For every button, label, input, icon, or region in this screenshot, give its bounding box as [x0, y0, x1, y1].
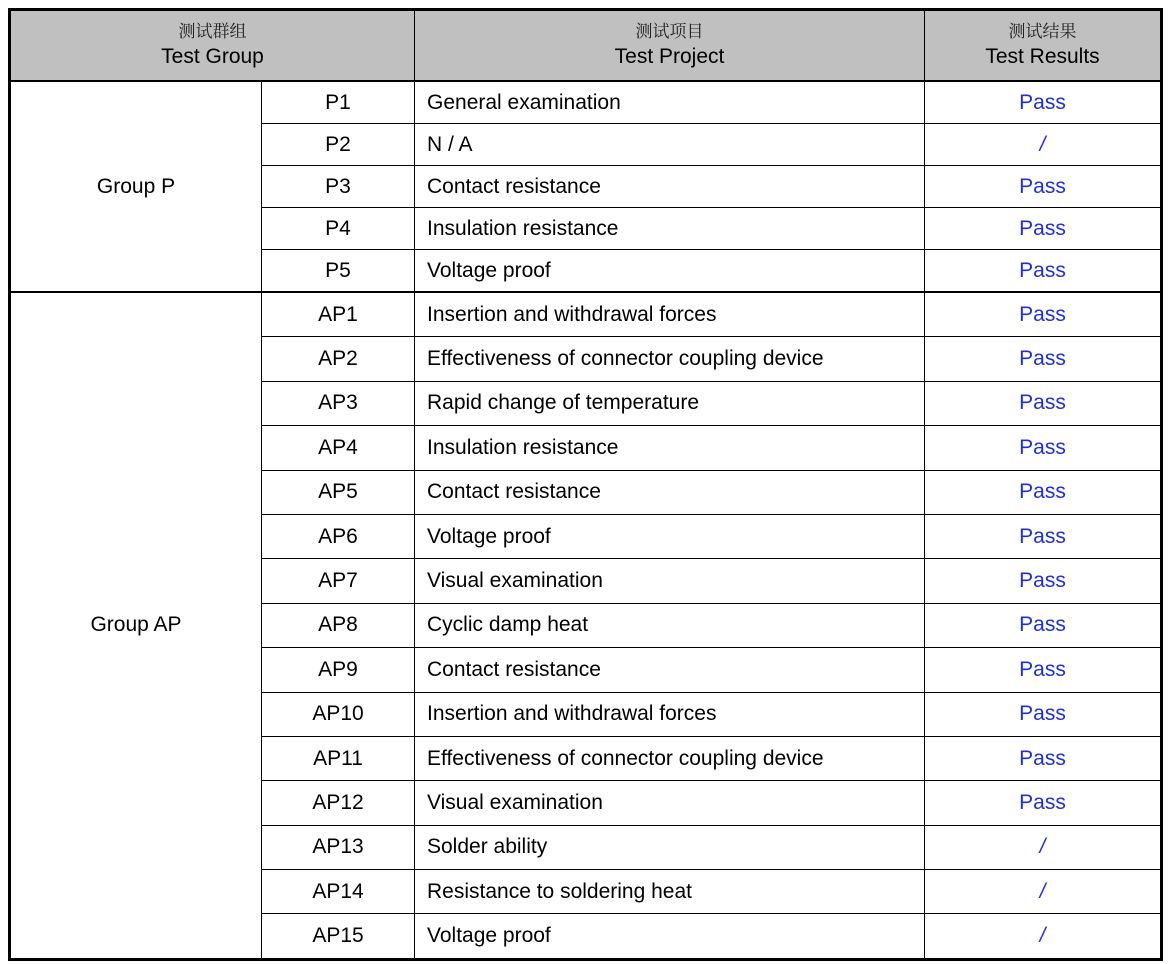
- test-code-cell: AP11: [262, 736, 415, 780]
- test-project-cell: Voltage proof: [415, 250, 925, 293]
- table-body: [10, 81, 1162, 959]
- header-test-project: [415, 10, 925, 82]
- test-code-cell: AP12: [262, 781, 415, 825]
- test-code-cell: AP4: [262, 426, 415, 470]
- test-project-cell: General examination: [415, 81, 925, 124]
- header-test-group-en: Test Group: [161, 44, 264, 68]
- test-result-cell: Pass: [925, 250, 1162, 293]
- test-code-cell: AP10: [262, 692, 415, 736]
- test-result-cell: /: [925, 914, 1162, 959]
- header-test-project-zh: 测试项目: [635, 21, 704, 42]
- test-result-cell: Pass: [925, 166, 1162, 208]
- test-code-cell: AP3: [262, 381, 415, 425]
- test-project-cell: Rapid change of temperature: [415, 381, 925, 425]
- test-code-cell: AP6: [262, 514, 415, 558]
- test-code-cell: AP9: [262, 648, 415, 692]
- group-name-cell: Group AP: [10, 292, 262, 959]
- test-code-cell: P5: [262, 250, 415, 293]
- test-project-cell: Insulation resistance: [415, 208, 925, 250]
- table-header-row: [10, 10, 1162, 82]
- test-result-cell: /: [925, 825, 1162, 869]
- test-result-cell: /: [925, 870, 1162, 914]
- test-project-cell: Insulation resistance: [415, 426, 925, 470]
- group-name-cell: Group P: [10, 81, 262, 292]
- header-test-project-en: Test Project: [614, 44, 725, 68]
- test-project-cell: Voltage proof: [415, 914, 925, 959]
- header-test-results-en: Test Results: [985, 44, 1100, 68]
- test-result-cell: Pass: [925, 81, 1162, 124]
- table-row: [10, 81, 1162, 124]
- test-project-cell: Contact resistance: [415, 166, 925, 208]
- header-test-results-zh: 测试结果: [1008, 21, 1077, 42]
- test-code-cell: AP15: [262, 914, 415, 959]
- test-project-cell: N / A: [415, 124, 925, 166]
- test-result-cell: Pass: [925, 559, 1162, 603]
- test-result-cell: Pass: [925, 648, 1162, 692]
- test-code-cell: P3: [262, 166, 415, 208]
- test-result-cell: Pass: [925, 736, 1162, 780]
- test-code-cell: AP1: [262, 292, 415, 337]
- test-code-cell: AP2: [262, 337, 415, 381]
- header-test-group-zh: 测试群组: [178, 21, 247, 42]
- test-code-cell: P2: [262, 124, 415, 166]
- table-row: [10, 292, 1162, 337]
- test-project-cell: Insertion and withdrawal forces: [415, 692, 925, 736]
- test-code-cell: AP8: [262, 603, 415, 647]
- test-result-cell: Pass: [925, 781, 1162, 825]
- test-project-cell: Cyclic damp heat: [415, 603, 925, 647]
- header-test-results: [925, 10, 1162, 82]
- test-code-cell: P4: [262, 208, 415, 250]
- test-code-cell: P1: [262, 81, 415, 124]
- test-project-cell: Voltage proof: [415, 514, 925, 558]
- test-code-cell: AP5: [262, 470, 415, 514]
- test-result-cell: Pass: [925, 692, 1162, 736]
- test-result-cell: Pass: [925, 381, 1162, 425]
- test-project-cell: Insertion and withdrawal forces: [415, 292, 925, 337]
- test-code-cell: AP7: [262, 559, 415, 603]
- test-result-cell: Pass: [925, 470, 1162, 514]
- test-code-cell: AP14: [262, 870, 415, 914]
- test-code-cell: AP13: [262, 825, 415, 869]
- test-project-cell: Contact resistance: [415, 470, 925, 514]
- test-result-cell: Pass: [925, 514, 1162, 558]
- test-result-cell: Pass: [925, 426, 1162, 470]
- test-project-cell: Effectiveness of connector coupling device: [415, 736, 925, 780]
- test-result-cell: Pass: [925, 603, 1162, 647]
- test-result-cell: Pass: [925, 337, 1162, 381]
- test-project-cell: Solder ability: [415, 825, 925, 869]
- test-project-cell: Visual examination: [415, 781, 925, 825]
- test-result-cell: /: [925, 124, 1162, 166]
- test-result-cell: Pass: [925, 208, 1162, 250]
- test-project-cell: Resistance to soldering heat: [415, 870, 925, 914]
- header-test-group: [10, 10, 415, 82]
- test-project-cell: Visual examination: [415, 559, 925, 603]
- test-project-cell: Effectiveness of connector coupling device: [415, 337, 925, 381]
- test-result-cell: Pass: [925, 292, 1162, 337]
- test-project-cell: Contact resistance: [415, 648, 925, 692]
- test-results-table: [8, 8, 1163, 961]
